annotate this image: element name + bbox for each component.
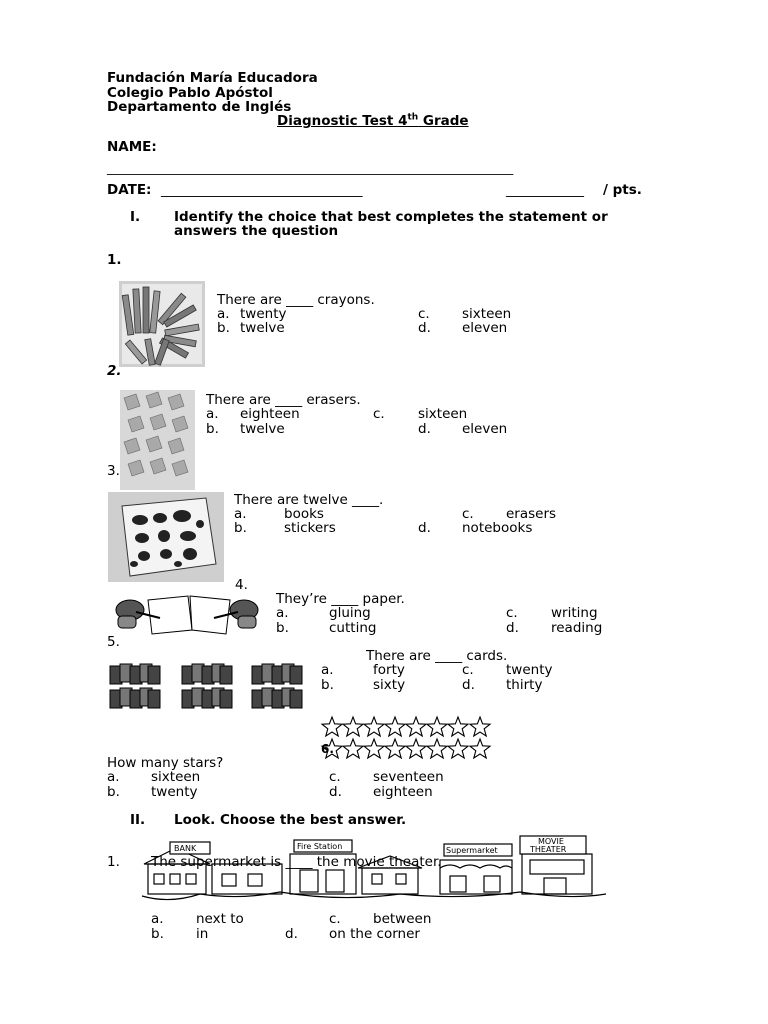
q4-option-d[interactable]: reading bbox=[551, 620, 603, 636]
stickers-image bbox=[108, 492, 224, 582]
q1-b-letter: b. bbox=[217, 320, 230, 336]
q4-option-c[interactable]: writing bbox=[551, 605, 598, 621]
q5-c-letter: c. bbox=[462, 662, 474, 678]
q2-option-c[interactable]: sixteen bbox=[418, 406, 468, 422]
q1-d-letter: d. bbox=[418, 320, 431, 336]
q6-c-letter: c. bbox=[329, 769, 341, 785]
section2-q1-option-a[interactable]: next to bbox=[196, 911, 244, 927]
q3-c-letter: c. bbox=[462, 506, 474, 522]
q4-a-letter: a. bbox=[276, 605, 289, 621]
q1-stem: There are ____ crayons. bbox=[217, 292, 375, 308]
q2-number: 2. bbox=[107, 363, 122, 379]
q5-option-c[interactable]: twenty bbox=[506, 662, 553, 678]
section1-instruction-2: answers the question bbox=[174, 223, 339, 239]
cards-image bbox=[108, 662, 314, 714]
street-scene-image bbox=[140, 834, 610, 906]
q5-b-letter: b. bbox=[321, 677, 334, 693]
section2-q1-b-letter: b. bbox=[151, 926, 164, 942]
q4-option-b[interactable]: cutting bbox=[329, 620, 377, 636]
q5-option-d[interactable]: thirty bbox=[506, 677, 543, 693]
section2-q1-a-letter: a. bbox=[151, 911, 164, 927]
fire-station-sign: Fire Station bbox=[297, 842, 343, 851]
q3-stem: There are twelve ____. bbox=[234, 492, 384, 508]
q6-option-b[interactable]: twenty bbox=[151, 784, 198, 800]
q4-c-letter: c. bbox=[506, 605, 518, 621]
q4-d-letter: d. bbox=[506, 620, 519, 636]
q6-option-c[interactable]: seventeen bbox=[373, 769, 444, 785]
q5-option-b[interactable]: sixty bbox=[373, 677, 406, 693]
q1-option-b[interactable]: twelve bbox=[240, 320, 285, 336]
q2-option-d[interactable]: eleven bbox=[462, 421, 508, 437]
q3-option-b[interactable]: stickers bbox=[284, 520, 336, 536]
section2-q1-option-d[interactable]: on the corner bbox=[329, 926, 420, 942]
department: Departamento de Inglés bbox=[107, 99, 292, 115]
q2-option-b[interactable]: twelve bbox=[240, 421, 285, 437]
q3-a-letter: a. bbox=[234, 506, 247, 522]
q1-a-letter: a. bbox=[217, 306, 230, 322]
q5-number: 5. bbox=[107, 634, 120, 650]
section2-q1-d-letter: d. bbox=[285, 926, 298, 942]
school-name: Colegio Pablo Apóstol bbox=[107, 85, 273, 101]
q5-stem: There are ____ cards. bbox=[366, 648, 508, 664]
supermarket-sign: Supermarket bbox=[446, 846, 498, 855]
q3-d-letter: d. bbox=[418, 520, 431, 536]
q1-c-letter: c. bbox=[418, 306, 430, 322]
q5-d-letter: d. bbox=[462, 677, 475, 693]
school-foundation: Fundación María Educadora bbox=[107, 70, 318, 86]
name-label: NAME: bbox=[107, 139, 157, 155]
date-line[interactable]: _______________________________ bbox=[161, 183, 363, 198]
name-line[interactable]: _________________________________________________________________ bbox=[107, 160, 514, 175]
pts-label: / pts. bbox=[603, 182, 642, 198]
q4-b-letter: b. bbox=[276, 620, 289, 636]
q3-option-a[interactable]: books bbox=[284, 506, 324, 522]
q2-c-letter: c. bbox=[373, 406, 385, 422]
section2-instruction: Look. Choose the best answer. bbox=[174, 812, 407, 828]
date-label: DATE: bbox=[107, 182, 152, 198]
q2-option-a[interactable]: eighteen bbox=[240, 406, 300, 422]
q6-stem: How many stars? bbox=[107, 755, 224, 771]
q2-b-letter: b. bbox=[206, 421, 219, 437]
q3-option-d[interactable]: notebooks bbox=[462, 520, 533, 536]
q4-number: 4. bbox=[235, 577, 248, 593]
cutting-paper-image bbox=[108, 594, 266, 636]
q4-stem: They’re ____ paper. bbox=[276, 591, 405, 607]
q2-a-letter: a. bbox=[206, 406, 219, 422]
section2-q1-option-c[interactable]: between bbox=[373, 911, 432, 927]
test-title: Diagnostic Test 4th Grade bbox=[277, 112, 469, 129]
q2-d-letter: d. bbox=[418, 421, 431, 437]
q6-option-d[interactable]: eighteen bbox=[373, 784, 433, 800]
theater-sign: THEATER bbox=[530, 845, 567, 854]
section2-numeral: II. bbox=[130, 812, 146, 828]
q1-number: 1. bbox=[107, 252, 122, 268]
q5-a-letter: a. bbox=[321, 662, 334, 678]
bank-sign: BANK bbox=[174, 844, 197, 853]
q2-stem: There are ____ erasers. bbox=[206, 392, 361, 408]
q1-option-a[interactable]: twenty bbox=[240, 306, 287, 322]
q3-option-c[interactable]: erasers bbox=[506, 506, 557, 522]
q1-option-d[interactable]: eleven bbox=[462, 320, 508, 336]
q5-option-a[interactable]: forty bbox=[373, 662, 405, 678]
section2-q1-number: 1. bbox=[107, 854, 120, 870]
q6-d-letter: d. bbox=[329, 784, 342, 800]
stars-image bbox=[320, 715, 496, 761]
section1-numeral: I. bbox=[130, 209, 141, 225]
section2-q1-option-b[interactable]: in bbox=[196, 926, 209, 942]
q6-b-letter: b. bbox=[107, 784, 120, 800]
section2-q1-c-letter: c. bbox=[329, 911, 341, 927]
movie-sign: MOVIE bbox=[538, 837, 564, 846]
section1-instruction-1: Identify the choice that best completes the statement or bbox=[174, 209, 608, 225]
crayons-image bbox=[119, 281, 205, 367]
q1-option-c[interactable]: sixteen bbox=[462, 306, 512, 322]
q6-option-a[interactable]: sixteen bbox=[151, 769, 201, 785]
q3-number: 3. bbox=[107, 463, 120, 479]
section2-q1-stem: The supermarket is ____ the movie theater. bbox=[151, 854, 442, 870]
q6-number: 6. bbox=[321, 742, 334, 756]
q6-a-letter: a. bbox=[107, 769, 120, 785]
q4-option-a[interactable]: gluing bbox=[329, 605, 371, 621]
erasers-image bbox=[120, 390, 195, 490]
q3-b-letter: b. bbox=[234, 520, 247, 536]
pts-line[interactable]: ____________ bbox=[506, 183, 584, 198]
